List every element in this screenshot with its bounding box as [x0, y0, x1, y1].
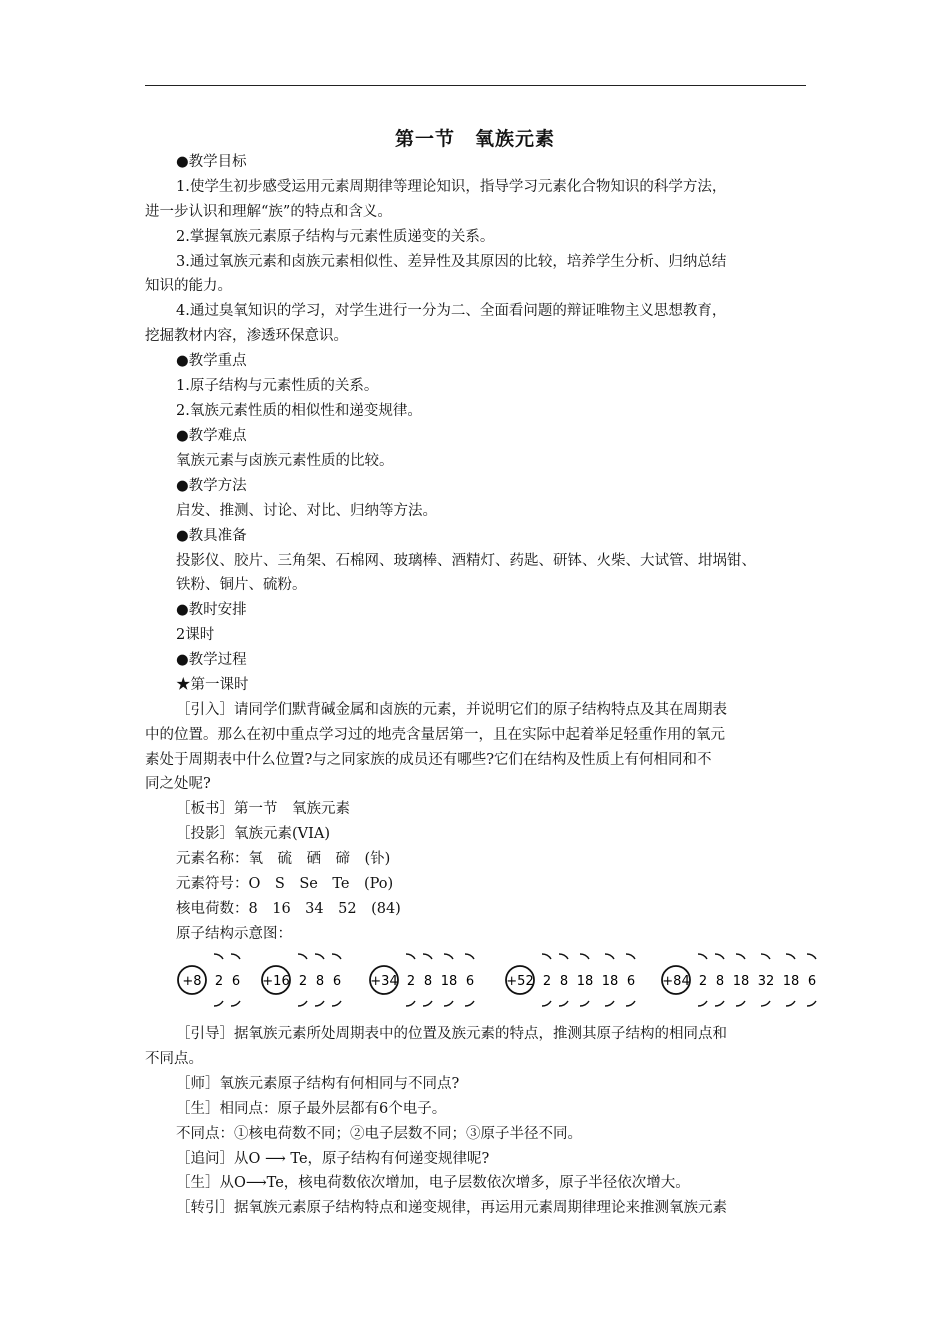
shell-electron-count: 32: [757, 974, 775, 989]
text-line: 不同点。: [145, 1051, 203, 1067]
header-rule: [145, 85, 806, 86]
text-line: ［板书］第一节 氧族元素: [176, 801, 350, 817]
shell-arc-top: [315, 954, 324, 959]
atom-structure: [662, 954, 816, 1006]
text-line: ［师］氧族元素原子结构有何相同与不同点?: [176, 1076, 460, 1092]
shell-arc-top: [715, 954, 724, 959]
text-line: 启发、推测、讨论、对比、归纳等方法。: [176, 503, 437, 519]
shell-arc-bottom: [444, 1001, 453, 1006]
text-line: ［生］从O⟶Te，核电荷数依次增加，电子层数依次增多，原子半径依次增大。: [176, 1175, 690, 1191]
text-line: 3.通过氧族元素和卤族元素相似性、差异性及其原因的比较，培养学生分析、归纳总结: [176, 254, 727, 270]
shell-electron-count: 18: [440, 974, 458, 989]
nucleus-charge: +52: [506, 974, 534, 989]
shell-arc-bottom: [406, 1001, 415, 1006]
text-line: 投影仪、胶片、三角架、石棉网、玻璃棒、酒精灯、药匙、研钵、火柴、大试管、坩埚钳、: [176, 553, 756, 569]
text-line: ●教学方法: [176, 478, 247, 494]
shell-electron-count: 2: [698, 974, 708, 989]
shell-arc-top: [406, 954, 415, 959]
text-line: 核电荷数：8 16 34 52 (84): [176, 901, 401, 917]
shell-arc-top: [332, 954, 341, 959]
text-line: ●教时安排: [176, 602, 247, 618]
atom-structure: [178, 954, 240, 1006]
shell-arc-bottom: [715, 1001, 724, 1006]
shell-arc-top: [542, 954, 551, 959]
shell-arc-top: [761, 954, 770, 959]
shell-electron-count: 6: [332, 974, 342, 989]
shell-arc-bottom: [761, 1001, 770, 1006]
shell-electron-count: 2: [298, 974, 308, 989]
text-line: 中的位置。那么在初中重点学习过的地壳含量居第一，且在实际中起着举足轻重作用的氧元: [145, 727, 725, 743]
page-title: 第一节 氧族元素: [394, 128, 555, 150]
text-line: ［引入］请同学们默背碱金属和卤族的元素，并说明它们的原子结构特点及其在周期表: [176, 702, 727, 718]
shell-arc-bottom: [465, 1001, 474, 1006]
text-line: 1.使学生初步感受运用元素周期律等理论知识，指导学习元素化合物知识的科学方法，: [176, 179, 727, 195]
shell-arc-bottom: [423, 1001, 432, 1006]
shell-arc-bottom: [298, 1001, 307, 1006]
shell-arc-top: [298, 954, 307, 959]
text-line: ●教具准备: [176, 528, 247, 544]
shell-arc-top: [559, 954, 568, 959]
atomic-structure-diagram: [170, 946, 835, 1016]
nucleus-charge: +84: [662, 974, 690, 989]
shell-arc-top: [214, 954, 223, 959]
nucleus-charge: +8: [182, 974, 202, 989]
shell-electron-count: 6: [231, 974, 241, 989]
shell-electron-count: 8: [315, 974, 325, 989]
text-line: 2课时: [176, 627, 215, 643]
atom-structure: [370, 954, 474, 1006]
shell-electron-count: 8: [423, 974, 433, 989]
shell-arc-top: [698, 954, 707, 959]
text-line: ［引导］据氧族元素所处周期表中的位置及族元素的特点，推测其原子结构的相同点和: [176, 1026, 727, 1042]
shell-electron-count: 8: [559, 974, 569, 989]
text-line: ［投影］氧族元素(VIA): [176, 826, 330, 842]
shell-arc-bottom: [542, 1001, 551, 1006]
text-line: 1.原子结构与元素性质的关系。: [176, 378, 379, 394]
shell-electron-count: 2: [214, 974, 224, 989]
shell-arc-bottom: [698, 1001, 707, 1006]
text-line: 素处于周期表中什么位置?与之同家族的成员还有哪些?它们在结构及性质上有何相同和不: [145, 752, 712, 768]
text-line: 氧族元素与卤族元素性质的比较。: [176, 453, 394, 469]
text-line: 不同点：①核电荷数不同；②电子层数不同；③原子半径不同。: [176, 1126, 582, 1142]
shell-arc-top: [626, 954, 635, 959]
text-line: 进一步认识和理解“族”的特点和含义。: [145, 204, 392, 220]
text-line: 挖掘教材内容，渗透环保意识。: [145, 328, 348, 344]
shell-arc-top: [736, 954, 745, 959]
text-line: 元素符号：O S Se Te (Po): [176, 876, 394, 892]
shell-arc-top: [580, 954, 589, 959]
shell-electron-count: 6: [465, 974, 475, 989]
shell-arc-bottom: [580, 1001, 589, 1006]
text-line: 原子结构示意图：: [176, 926, 292, 942]
text-line: ［追问］从O ⟶ Te，原子结构有何递变规律呢?: [176, 1151, 490, 1167]
shell-electron-count: 2: [542, 974, 552, 989]
shell-electron-count: 2: [406, 974, 416, 989]
shell-electron-count: 18: [782, 974, 800, 989]
shell-electron-count: 6: [807, 974, 817, 989]
text-line: ●教学难点: [176, 428, 247, 444]
shell-arc-bottom: [214, 1001, 223, 1006]
text-line: ●教学过程: [176, 652, 247, 668]
text-line: ●教学目标: [176, 154, 247, 170]
text-line: ［生］相同点：原子最外层都有6个电子。: [176, 1101, 447, 1117]
shell-electron-count: 6: [626, 974, 636, 989]
nucleus-charge: +34: [370, 974, 398, 989]
text-line: 知识的能力。: [145, 278, 232, 294]
text-line: 铁粉、铜片、硫粉。: [176, 577, 307, 593]
shell-arc-top: [807, 954, 816, 959]
shell-arc-bottom: [332, 1001, 341, 1006]
atom-structure: [262, 954, 341, 1006]
shell-arc-top: [444, 954, 453, 959]
shell-arc-bottom: [315, 1001, 324, 1006]
shell-electron-count: 18: [576, 974, 594, 989]
shell-arc-bottom: [626, 1001, 635, 1006]
shell-arc-top: [231, 954, 240, 959]
shell-electron-count: 18: [732, 974, 750, 989]
shell-arc-top: [605, 954, 614, 959]
shell-arc-top: [786, 954, 795, 959]
text-line: 4.通过臭氧知识的学习，对学生进行一分为二、全面看问题的辩证唯物主义思想教育，: [176, 303, 727, 319]
shell-arc-top: [465, 954, 474, 959]
shell-arc-bottom: [736, 1001, 745, 1006]
shell-arc-top: [423, 954, 432, 959]
shell-arc-bottom: [807, 1001, 816, 1006]
shell-electron-count: 18: [601, 974, 619, 989]
text-line: ●教学重点: [176, 353, 247, 369]
atom-structure: [506, 954, 635, 1006]
text-line: 同之处呢?: [145, 776, 211, 792]
shell-electron-count: 8: [715, 974, 725, 989]
text-line: ［转引］据氧族元素原子结构特点和递变规律，再运用元素周期律理论来推测氧族元素: [176, 1200, 727, 1216]
text-line: 2.氧族元素性质的相似性和递变规律。: [176, 403, 422, 419]
text-line: ★第一课时: [176, 677, 249, 693]
shell-arc-bottom: [559, 1001, 568, 1006]
text-line: 元素名称：氧 硫 硒 碲 (钋): [176, 851, 391, 867]
shell-arc-bottom: [231, 1001, 240, 1006]
shell-arc-bottom: [605, 1001, 614, 1006]
shell-arc-bottom: [786, 1001, 795, 1006]
text-line: 2.掌握氧族元素原子结构与元素性质递变的关系。: [176, 229, 495, 245]
nucleus-charge: +16: [262, 974, 290, 989]
